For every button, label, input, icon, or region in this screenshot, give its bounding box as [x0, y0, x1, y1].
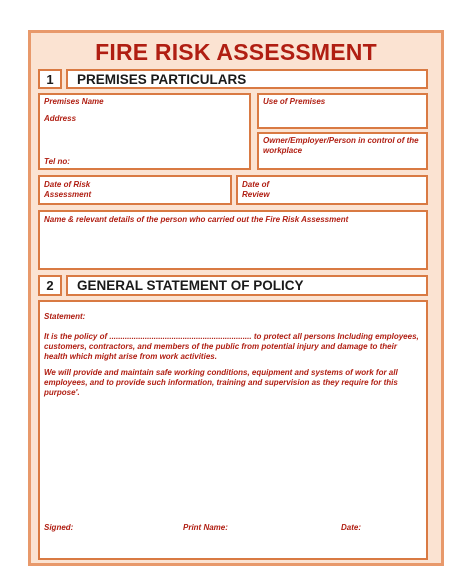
provision-paragraph: We will provide and maintain safe working conditions, equipment and systems of work for all employees, and to provide such information, training and supervision as they require for this purpose'. — [44, 368, 398, 397]
date-of-risk-label-line2: Assessment — [44, 190, 92, 199]
date-of-review-label-line2: Review — [242, 190, 270, 199]
date-of-risk-assessment-box[interactable] — [38, 175, 232, 205]
section-2-number: 2 — [38, 275, 62, 296]
use-of-premises-label: Use of Premises — [263, 97, 326, 106]
policy-statement-box[interactable] — [38, 300, 428, 560]
signed-label: Signed: — [44, 523, 74, 532]
owner-employer-box[interactable] — [257, 132, 428, 170]
section-1-number: 1 — [38, 69, 62, 89]
section-1-title: PREMISES PARTICULARS — [66, 69, 428, 89]
assessor-details-box[interactable] — [38, 210, 428, 270]
use-of-premises-box[interactable] — [257, 93, 428, 129]
date-of-review-label-line1: Date of — [242, 180, 270, 189]
premises-name-label: Premises Name — [44, 97, 104, 106]
assessor-details-label: Name & relevant details of the person who carried out the Fire Risk Assessment — [44, 215, 349, 224]
owner-employer-label: Owner/Employer/Person in control of the workplace — [263, 136, 419, 155]
address-label: Address — [44, 114, 77, 123]
statement-label: Statement: — [44, 312, 86, 321]
section-2-title: GENERAL STATEMENT OF POLICY — [66, 275, 428, 296]
tel-no-label: Tel no: — [44, 157, 70, 166]
document-frame — [28, 30, 444, 566]
date-label: Date: — [341, 523, 362, 532]
document-title: FIRE RISK ASSESSMENT — [95, 39, 377, 65]
date-of-risk-label-line1: Date of Risk — [44, 180, 91, 189]
policy-paragraph: It is the policy of ................................................................ to protect all persons Including employees, customers, contractors, and members of the public from potential injury and damage to their health which might arise from work activities. — [44, 332, 419, 361]
premises-details-box[interactable] — [38, 93, 251, 170]
date-of-review-box[interactable] — [236, 175, 428, 205]
print-name-label: Print Name: — [183, 523, 228, 532]
